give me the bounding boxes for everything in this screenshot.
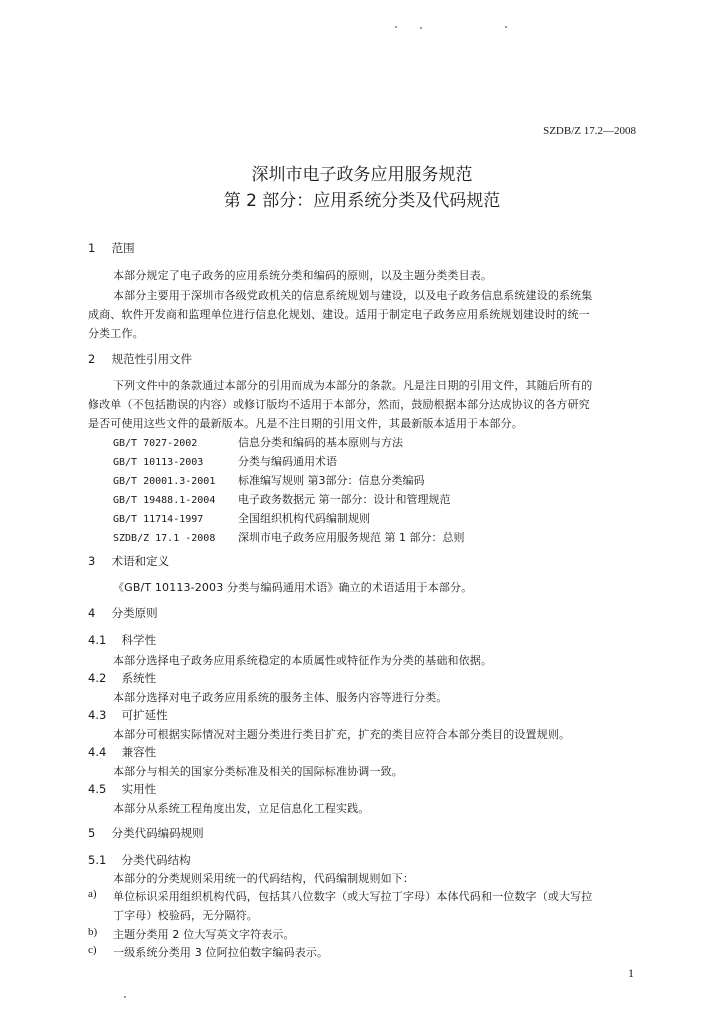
section-title: 规范性引用文件 [111,352,193,366]
reference-item [113,510,370,526]
paragraph: 本部分选择电子政务应用系统稳定的本质属性或特征作为分类的基础和依据。 [113,654,493,667]
page-number: 1 [628,966,634,980]
scan-speck [395,26,397,28]
paragraph: 《GB/T 10113-2003 分类与编码通用术语》确立的术语适用于本部分。 [113,581,473,594]
section-title: 分类原则 [111,606,158,620]
subsection-title: 分类代码结构 [121,853,191,867]
reference-code: SZDB/Z 17.1 -2008 [113,533,216,544]
reference-item [113,529,465,545]
list-item-text: 丁字母）校验码，无分隔符。 [113,909,258,922]
section-number: 1 [88,241,96,255]
reference-item [113,434,403,450]
paragraph: 修改单（不包括勘误的内容）或修订版均不适用于本部分，然而，鼓励根据本部分达成协议的各方研究 [88,398,590,411]
paragraph: 分类工作。 [88,327,144,340]
section-title: 分类代码编码规则 [111,826,204,840]
reference-code: GB/T 19488.1-2004 [113,495,216,506]
subsection-number: 4.2 [88,671,107,685]
paragraph: 本部分规定了电子政务的应用系统分类和编码的原则，以及主题分类类目表。 [113,269,493,282]
section-number: 3 [88,554,96,568]
section-heading-3 [88,553,169,569]
list-marker: c) [88,944,97,956]
document-subtitle: 第 2 部分：应用系统分类及代码规范 [223,191,501,211]
subsection-heading [88,632,156,648]
subsection-number: 4.5 [88,782,107,796]
subsection-number: 4.4 [88,745,107,759]
scan-speck [124,996,126,998]
subsection-title: 实用性 [121,782,157,796]
paragraph: 本部分的分类规则采用统一的代码结构，代码编制规则如下： [113,872,415,885]
reference-title: 分类与编码通用术语 [238,455,337,468]
reference-title: 信息分类和编码的基本原则与方法 [238,436,403,449]
subsection-number: 4.1 [88,633,107,647]
list-item-text: 一级系统分类用 3 位阿拉伯数字编码表示。 [113,946,329,959]
reference-code: GB/T 11714-1997 [113,514,204,525]
paragraph: 本部分主要用于深圳市各级党政机关的信息系统规划与建设，以及电子政务信息系统建设的系统集 [113,289,593,302]
paragraph: 成商、软件开发商和监理单位进行信息化规划、建设。适用于制定电子政务应用系统规划建设时的统一 [88,308,590,321]
paragraph: 本部分可根据实际情况对主题分类进行类目扩充，扩充的类目应符合本部分类目的设置规则。 [113,728,571,741]
section-number: 2 [88,352,96,366]
subsection-title: 可扩延性 [121,708,168,722]
section-heading-2 [88,351,192,367]
reference-code: GB/T 10113-2003 [113,457,204,468]
reference-code: GB/T 20001.3-2001 [113,476,216,487]
reference-item [113,472,425,488]
list-item-text: 主题分类用 2 位大写英文字符表示。 [113,928,295,941]
subsection-title: 兼容性 [121,745,157,759]
reference-code: GB/T 7027-2002 [113,438,198,449]
reference-title: 电子政务数据元 第一部分：设计和管理规范 [238,493,451,506]
reference-title: 全国组织机构代码编制规则 [238,512,370,525]
subsection-heading [88,744,156,760]
subsection-heading [88,852,191,868]
subsection-number: 4.3 [88,708,107,722]
subsection-number: 5.1 [88,853,107,867]
scan-speck [505,26,507,28]
subsection-heading [88,707,168,723]
paragraph: 本部分从系统工程角度出发，立足信息化工程实践。 [113,802,370,815]
section-number: 4 [88,606,96,620]
subsection-title: 系统性 [121,671,157,685]
paragraph: 本部分与相关的国家分类标准及相关的国际标准协调一致。 [113,765,403,778]
section-title: 术语和定义 [111,554,170,568]
standard-code: SZDB/Z 17.2—2008 [543,125,636,137]
reference-title: 标准编写规则 第3部分：信息分类编码 [238,474,425,487]
document-title: 深圳市电子政务应用服务规范 [251,165,473,185]
section-title: 范围 [111,241,135,255]
reference-item [113,491,451,507]
section-number: 5 [88,826,96,840]
reference-item [113,453,337,469]
reference-title: 深圳市电子政务应用服务规范 第 1 部分：总则 [238,531,465,544]
list-marker: b) [88,926,98,938]
list-marker: a) [88,888,97,900]
paragraph: 是否可使用这些文件的最新版本。凡是不注日期的引用文件，其最新版本适用于本部分。 [88,417,523,430]
paragraph: 本部分选择对电子政务应用系统的服务主体、服务内容等进行分类。 [113,691,448,704]
scan-speck [420,27,422,29]
section-heading-4 [88,605,158,621]
list-item-text: 单位标识采用组织机构代码，包括其八位数字（或大写拉丁字母）本体代码和一位数字（或大写拉 [113,890,593,903]
section-heading-5 [88,825,204,841]
subsection-heading [88,781,156,797]
paragraph: 下列文件中的条款通过本部分的引用而成为本部分的条款。凡是注日期的引用文件，其随后所有的 [113,379,593,392]
section-heading-1 [88,240,135,256]
subsection-title: 科学性 [121,633,157,647]
subsection-heading [88,670,156,686]
